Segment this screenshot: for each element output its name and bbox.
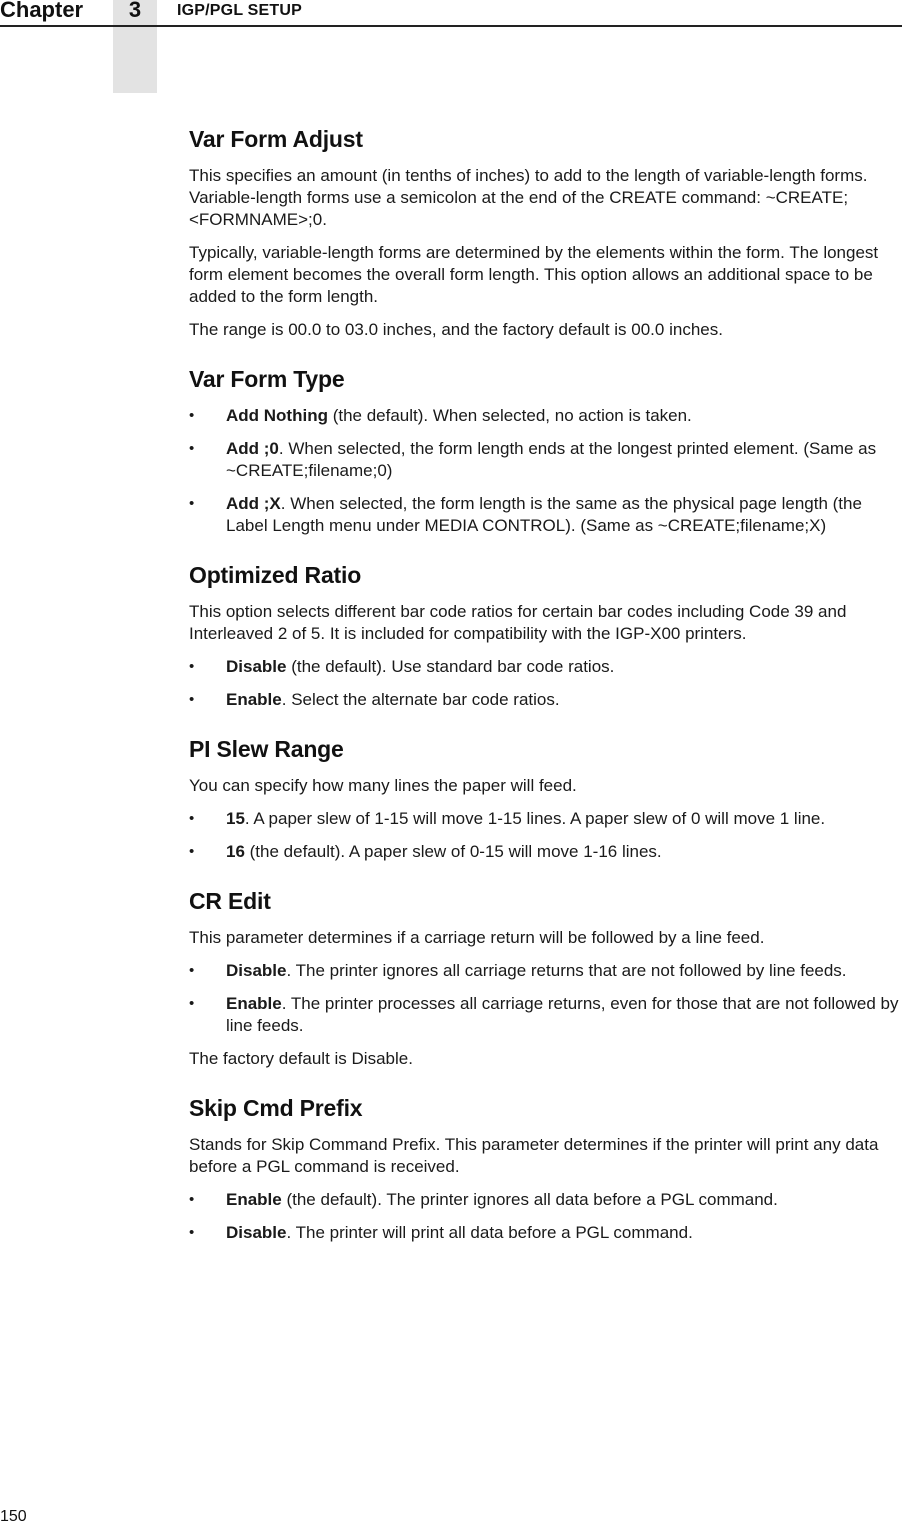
paragraph: You can specify how many lines the paper will feed. xyxy=(189,776,577,795)
paragraph: The factory default is Disable. xyxy=(189,1049,413,1068)
option-text: (the default). Use standard bar code ratios. xyxy=(286,657,615,676)
bullet-icon: • xyxy=(189,440,195,457)
option-term: Enable xyxy=(226,1190,282,1209)
bullet-icon: • xyxy=(189,1191,195,1208)
chapter-number: 3 xyxy=(128,0,142,22)
option-text: . When selected, the form length ends at the longest printed element. (Same as ~CREATE;filename;0) xyxy=(226,439,877,480)
heading-skip-cmd-prefix: Skip Cmd Prefix xyxy=(189,1095,363,1121)
list-item xyxy=(189,656,901,678)
list-item xyxy=(189,1189,901,1211)
paragraph: This specifies an amount (in tenths of inches) to add to the length of variable-length forms. Variable-length forms use a semicolon at the end of the CREATE command: ~CREATE;<FORMNAME>;0. xyxy=(189,166,868,229)
paragraph: Typically, variable-length forms are determined by the elements within the form. The longest form element becomes the overall form length. This option allows an additional space to be added to the form length. xyxy=(189,243,879,306)
option-term: Enable xyxy=(226,994,282,1013)
page-number: 150 xyxy=(0,1508,27,1525)
bullet-icon: • xyxy=(189,495,195,512)
list-item xyxy=(189,493,901,537)
option-text: (the default). The printer ignores all data before a PGL command. xyxy=(281,1190,778,1209)
option-term: Enable xyxy=(226,690,282,709)
option-text: . The printer processes all carriage returns, even for those that are not followed by line feeds. xyxy=(226,994,899,1035)
bullet-icon: • xyxy=(189,691,195,708)
section-title: IGP/PGL SETUP xyxy=(177,2,302,19)
list-item xyxy=(189,438,901,482)
chapter-label: Chapter xyxy=(0,0,84,22)
bullet-icon: • xyxy=(189,1224,195,1241)
option-term: Add ;0 xyxy=(226,439,279,458)
bullet-icon: • xyxy=(189,407,195,424)
option-term: Disable xyxy=(226,657,287,676)
heading-optimized-ratio: Optimized Ratio xyxy=(189,562,362,588)
heading-pi-slew-range: PI Slew Range xyxy=(189,736,344,762)
option-text: . A paper slew of 1-15 will move 1-15 lines. A paper slew of 0 will move 1 line. xyxy=(244,809,826,828)
list-item xyxy=(189,841,901,863)
list-item xyxy=(189,689,901,711)
option-text: . Select the alternate bar code ratios. xyxy=(281,690,560,709)
list-item xyxy=(189,1222,901,1244)
heading-var-form-type: Var Form Type xyxy=(189,366,345,392)
paragraph: This option selects different bar code ratios for certain bar codes including Code 39 and Interleaved 2 of 5. It is included for compatibility with the IGP-X00 printers. xyxy=(189,602,847,643)
option-term: Add ;X xyxy=(226,494,281,513)
heading-var-form-adjust: Var Form Adjust xyxy=(189,126,363,152)
list-item xyxy=(189,808,901,830)
page-content xyxy=(189,122,901,1255)
list-item xyxy=(189,960,901,982)
bullet-icon: • xyxy=(189,995,195,1012)
option-text: . When selected, the form length is the same as the physical page length (the Label Length menu under MEDIA CONTROL). (Same as ~CREATE;filename;X) xyxy=(226,494,862,535)
list-item xyxy=(189,993,901,1037)
option-term: Add Nothing xyxy=(226,406,328,425)
chapter-tab xyxy=(113,0,157,93)
bullet-icon: • xyxy=(189,810,195,827)
option-term: 16 xyxy=(226,842,245,861)
list-item xyxy=(189,405,901,427)
option-term: Disable xyxy=(226,961,287,980)
heading-cr-edit: CR Edit xyxy=(189,888,271,914)
option-text: (the default). A paper slew of 0-15 will move 1-16 lines. xyxy=(244,842,662,861)
option-term: Disable xyxy=(226,1223,287,1242)
bullet-icon: • xyxy=(189,843,195,860)
bullet-icon: • xyxy=(189,658,195,675)
header-rule xyxy=(0,25,902,27)
option-term: 15 xyxy=(226,809,245,828)
paragraph: The range is 00.0 to 03.0 inches, and the factory default is 00.0 inches. xyxy=(189,320,723,339)
bullet-icon: • xyxy=(189,962,195,979)
paragraph: Stands for Skip Command Prefix. This parameter determines if the printer will print any data before a PGL command is received. xyxy=(189,1135,879,1176)
option-text: . The printer ignores all carriage returns that are not followed by line feeds. xyxy=(286,961,847,980)
paragraph: This parameter determines if a carriage return will be followed by a line feed. xyxy=(189,928,765,947)
option-text: . The printer will print all data before a PGL command. xyxy=(286,1223,693,1242)
option-text: (the default). When selected, no action is taken. xyxy=(327,406,692,425)
